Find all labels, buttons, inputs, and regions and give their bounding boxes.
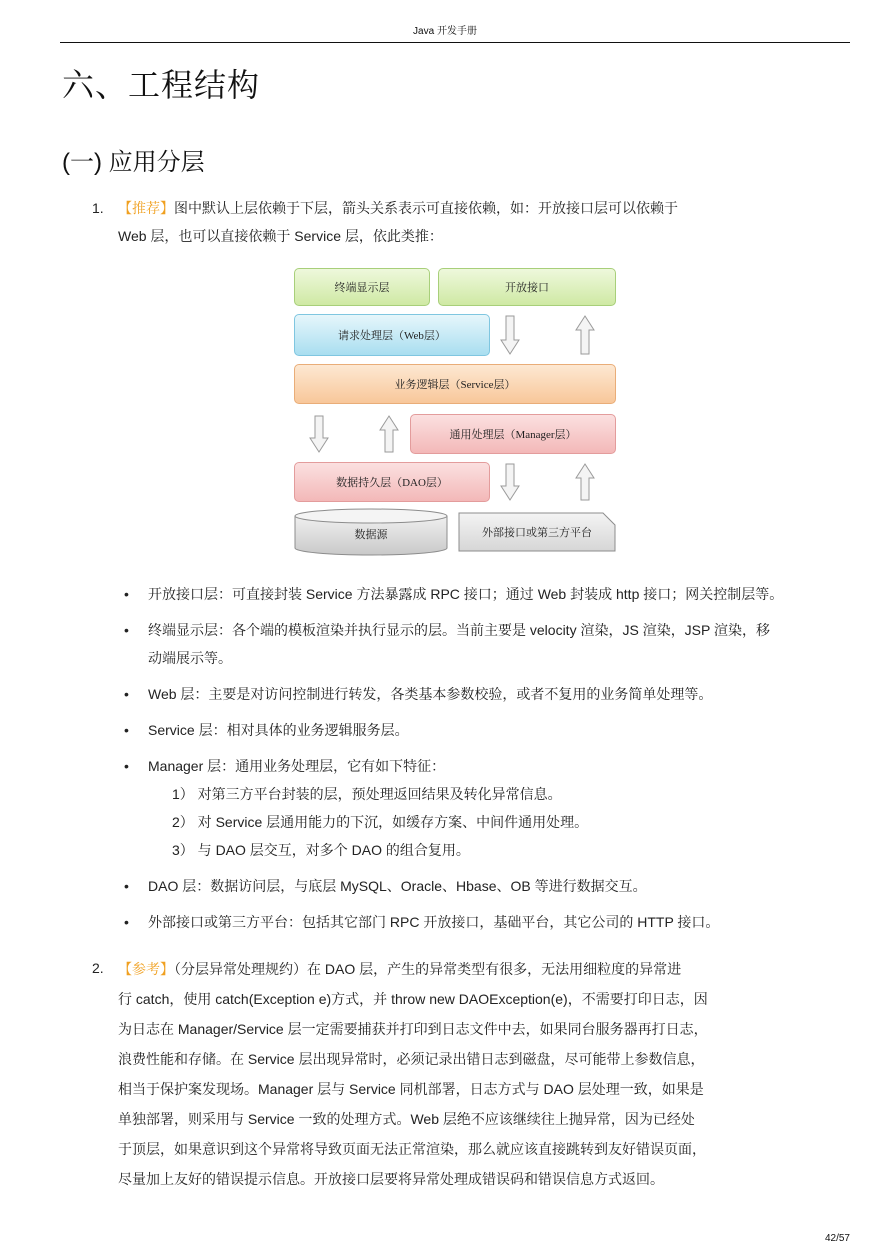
terminal-layer-box: 终端显示层 [294,268,430,306]
list-item [100,908,880,936]
page-number: 42/57 [824,1233,850,1244]
page-header: Java 开发手册 [413,26,477,37]
recommend-tag: 【推荐】 [118,200,174,216]
open-api-layer-box: 开放接口 [438,268,616,306]
web-layer-box: 请求处理层（Web层） [294,314,490,356]
rule-2-line: 行 catch，使用 catch(Exception e)方式，并 throw new DAOException(e)，不需要打印日志，因 [118,991,708,1007]
external-platform-box [458,512,616,552]
layer-diagram [292,268,618,558]
datasource-label: 数据源 [354,529,388,541]
layer-description-list [100,580,880,944]
rule-2-line: 于顶层，如果意识到这个异常将导致页面无法正常渲染，那么就应该直接跳转到友好错误页面， [118,1141,706,1157]
bullet-terminal-line-1: 终端显示层：各个端的模板渲染并执行显示的层。当前主要是 velocity 渲染，JS 渲染，JSP 渲染，移 [148,622,770,638]
down-arrow-icon [499,314,521,356]
bullet-dao: DAO 层：数据访问层，与底层 MySQL、Oracle、Hbase、OB 等进行数据交互。 [148,878,647,894]
rule-1-line-2: Web 层，也可以直接依赖于 Service 层，依此类推： [118,228,443,244]
reference-tag: 【参考】 [118,961,174,977]
chapter-title: 六、工程结构 [62,67,261,103]
list-item [100,616,880,672]
manager-sub-item: 1） 对第三方平台封装的层，预处理返回结果及转化异常信息。 [172,786,562,802]
section-title: (一) 应用分层 [62,149,205,176]
down-arrow-icon [499,462,521,502]
external-platform-label: 外部接口或第三方平台 [482,527,592,539]
manager-layer-box: 通用处理层（Manager层） [410,414,616,454]
list-item [100,716,880,744]
header-divider [60,42,850,43]
bullet-manager: Manager 层：通用业务处理层，它有如下特征： [148,758,446,774]
down-arrow-icon [308,414,330,454]
rule-2-text [118,954,863,1194]
rule-2-line: 尽量加上友好的错误提示信息。开放接口层要将异常处理成错误码和错误信息方式返回。 [118,1171,664,1187]
bullet-external: 外部接口或第三方平台：包括其它部门 RPC 开放接口，基础平台，其它公司的 HTTP 接口。 [148,914,720,930]
up-arrow-icon [574,462,596,502]
up-arrow-icon [574,314,596,356]
rule-1-line-1: 图中默认上层依赖于下层，箭头关系表示可直接依赖，如：开放接口层可以依赖于 [174,200,678,216]
manager-sub-item: 3） 与 DAO 层交互，对多个 DAO 的组合复用。 [172,842,470,858]
list-item [100,680,880,708]
bullet-open-api: 开放接口层：可直接封装 Service 方法暴露成 RPC 接口；通过 Web 封装成 http 接口；网关控制层等。 [148,586,784,602]
rule-2-line: 单独部署，则采用与 Service 一致的处理方式。Web 层绝不应该继续往上抛异常，因为已经处 [118,1111,695,1127]
rule-2-line: 为日志在 Manager/Service 层一定需要捕获并打印到日志文件中去，如果同台服务器再打日志， [118,1021,708,1037]
datasource-cylinder [294,508,448,556]
rule-2-line: 浪费性能和存储。在 Service 层出现异常时，必须记录出错日志到磁盘，尽可能带上参数信息， [118,1051,705,1067]
bullet-service: Service 层：相对具体的业务逻辑服务层。 [148,722,409,738]
rule-1-text [118,194,858,250]
list-item [100,580,880,608]
bullet-terminal-line-2: 动端展示等。 [148,650,232,666]
service-layer-box: 业务逻辑层（Service层） [294,364,616,404]
list-item [100,752,880,780]
manager-sub-item: 2） 对 Service 层通用能力的下沉，如缓存方案、中间件通用处理。 [172,814,589,830]
rule-1-number: 1. [92,200,104,216]
list-item [100,872,880,900]
dao-layer-box: 数据持久层（DAO层） [294,462,490,502]
bullet-web: Web 层：主要是对访问控制进行转发，各类基本参数校验，或者不复用的业务简单处理等。 [148,686,713,702]
up-arrow-icon [378,414,400,454]
rule-2-line: （分层异常处理规约）在 DAO 层，产生的异常类型有很多，无法用细粒度的异常进 [174,961,682,977]
rule-2-number: 2. [92,960,104,976]
rule-2-line: 相当于保护案发现场。Manager 层与 Service 同机部署，日志方式与 DAO 层处理一致，如果是 [118,1081,704,1097]
